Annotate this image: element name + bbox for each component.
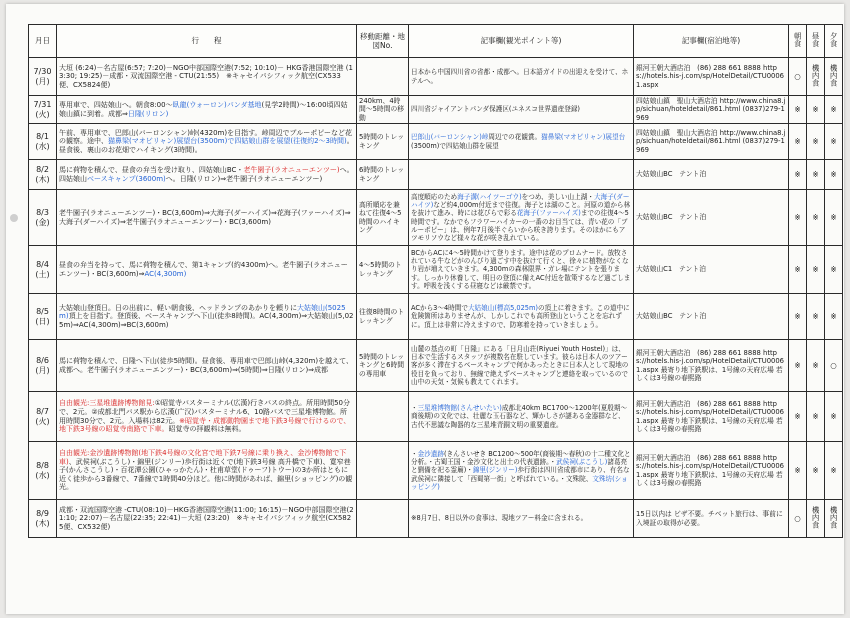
date-weekday: (月) bbox=[35, 365, 50, 375]
meal-mark: ※ bbox=[812, 169, 819, 179]
cell-dinner bbox=[825, 500, 843, 538]
meal-mark: ※ bbox=[830, 104, 837, 114]
text-segment: へ。日隆(リロン)⇒老牛園子(ラオニューエンツー) bbox=[165, 174, 323, 183]
cell-distance bbox=[357, 124, 409, 160]
text-segment: 武侯祠(ぶこうし) bbox=[556, 458, 608, 467]
cell-notes bbox=[409, 294, 634, 340]
date-day: 8/5 bbox=[36, 306, 49, 316]
meal-mark: ※ bbox=[794, 465, 801, 475]
cell-notes bbox=[409, 160, 634, 190]
cell-dinner bbox=[825, 58, 843, 96]
header-lodging: 記事欄(宿泊地等) bbox=[634, 25, 789, 58]
cell-breakfast bbox=[789, 500, 807, 538]
cell-notes bbox=[409, 96, 634, 124]
header-distance: 移動距離・地図No. bbox=[357, 25, 409, 58]
text-segment: (見学2時間)～16:00頃四姑娘山鎮に到着。成都⇒ bbox=[59, 100, 348, 118]
text-segment: 自由観光: bbox=[59, 449, 90, 458]
cell-itinerary bbox=[57, 500, 357, 538]
punch-hole bbox=[10, 214, 18, 222]
date-weekday: (土) bbox=[35, 269, 50, 279]
cell-itinerary bbox=[57, 58, 357, 96]
date-weekday: (木) bbox=[35, 518, 50, 528]
header-lunch: 昼食 bbox=[807, 25, 825, 58]
cell-lodging bbox=[634, 96, 789, 124]
cell-lodging bbox=[634, 442, 789, 500]
cell-lodging bbox=[634, 340, 789, 392]
cell-distance bbox=[357, 340, 409, 392]
cell-breakfast bbox=[789, 58, 807, 96]
text-segment: 。昼食後、裏山のお花畑でハイキング(3時間)。 bbox=[59, 137, 354, 154]
cell-lunch bbox=[807, 160, 825, 190]
cell-date bbox=[29, 294, 57, 340]
cell-dinner bbox=[825, 442, 843, 500]
text-segment: 5時間のトレッキング bbox=[359, 133, 405, 150]
cell-dinner bbox=[825, 294, 843, 340]
text-segment: (きんさいせき BC1200～500年(商後期～春秋)の十二種文化と分析。・古蜀王国・金沙文化と出土の代表遺跡。・ bbox=[411, 450, 631, 467]
cell-itinerary bbox=[57, 392, 357, 442]
text-segment: 6時間のトレッキング bbox=[359, 166, 405, 183]
table-row bbox=[29, 160, 843, 190]
cell-lunch bbox=[807, 500, 825, 538]
cell-dinner bbox=[825, 246, 843, 294]
meal-mark: ※ bbox=[812, 264, 819, 274]
meal-mark: ※ bbox=[830, 411, 837, 421]
cell-distance bbox=[357, 294, 409, 340]
cell-distance bbox=[357, 190, 409, 246]
text-segment: 4～5時間のトレッキング bbox=[359, 261, 402, 278]
date-day: 8/9 bbox=[36, 508, 49, 518]
cell-breakfast bbox=[789, 294, 807, 340]
text-segment: 馬に荷物を積んで、日隆へ下山(徒歩5時間)。昼食後、専用車で巴郎山峠(4,320m)を越えて、成都へ。老牛園子(ラオニューエンツー)・BC(3,600m)⇒(5時間)⇒日隆(リロン)⇒成都 bbox=[59, 356, 353, 374]
itinerary-table bbox=[28, 24, 843, 538]
cell-lodging bbox=[634, 160, 789, 190]
meal-mark: ※ bbox=[794, 169, 801, 179]
text-segment: 銀河王朝大酒店泊 (86) 288 661 8888 https://hotels.his-j.com/sp/HotelDetail/CTU00061.aspx 最寄り地下鉄駅は、1号線の天府広場 若しくは3号線の春熙路 bbox=[636, 399, 784, 433]
meal-mark: ※ bbox=[812, 136, 819, 146]
text-segment: 大姑娘山(標高5,025m) bbox=[467, 304, 538, 313]
text-segment: 臥龍(ウォーロン)パンダ基地 bbox=[172, 100, 262, 109]
cell-distance bbox=[357, 58, 409, 96]
cell-lodging bbox=[634, 190, 789, 246]
table-row bbox=[29, 500, 843, 538]
text-segment: 四川省ジャイアントパンダ保護区(ユネスコ世界遺産登録) bbox=[411, 105, 580, 114]
table-row bbox=[29, 392, 843, 442]
meal-mark: ○ bbox=[794, 513, 801, 523]
date-weekday: (木) bbox=[35, 174, 50, 184]
cell-date bbox=[29, 124, 57, 160]
cell-lunch bbox=[807, 340, 825, 392]
date-day: 8/1 bbox=[36, 131, 49, 141]
text-segment: 日本から中国四川省の省都・成都へ。日本語ガイドの出迎えを受けて、ホテルへ。 bbox=[411, 68, 629, 85]
text-segment: 昭覚寺の拝観料は無料。 bbox=[168, 425, 246, 434]
text-segment: 馬に荷物を積んで、昼食の弁当を受け取り、四姑娘山BC・ bbox=[59, 165, 244, 174]
text-segment: 銀河王朝大酒店泊 (86) 288 661 8888 https://hotels.his-j.com/sp/HotelDetail/CTU00061.aspx bbox=[636, 64, 784, 89]
text-segment: の頂上に着きます。この道中に危険箇所はありませんが、しかしこれでも高所登山ということを忘れずに。頂上は非常に冷えますので、防寒着を持っていきましょう。 bbox=[411, 304, 630, 329]
meal-mark: 機内食 bbox=[811, 64, 821, 87]
date-weekday: (水) bbox=[35, 470, 50, 480]
meal-mark: ※ bbox=[812, 411, 819, 421]
cell-notes bbox=[409, 392, 634, 442]
text-segment: ・ bbox=[411, 450, 418, 459]
text-segment: 大海子(ダーハイツ) bbox=[411, 193, 630, 210]
date-day: 8/4 bbox=[36, 259, 49, 269]
cell-date bbox=[29, 96, 57, 124]
meal-mark: 機内食 bbox=[829, 64, 839, 87]
cell-dinner bbox=[825, 340, 843, 392]
cell-lodging bbox=[634, 294, 789, 340]
meal-mark: ※ bbox=[794, 360, 801, 370]
cell-date bbox=[29, 190, 57, 246]
text-segment: 5時間のトレッキングと6時間の専用車 bbox=[359, 353, 405, 378]
meal-mark: ※ bbox=[812, 212, 819, 222]
cell-notes bbox=[409, 124, 634, 160]
cell-dinner bbox=[825, 392, 843, 442]
text-segment: 金沙遺跡 bbox=[417, 450, 444, 459]
cell-lodging bbox=[634, 124, 789, 160]
cell-date bbox=[29, 500, 57, 538]
cell-date bbox=[29, 442, 57, 500]
meal-mark: ※ bbox=[830, 465, 837, 475]
text-segment: 金沙遺跡博物館(地下鉄4号線の文化宮で地下鉄7号線に乗り換え、金沙博物館で下車) bbox=[59, 449, 347, 466]
meal-mark: ※ bbox=[794, 264, 801, 274]
cell-notes bbox=[409, 442, 634, 500]
text-segment: (3500m)で四姑娘山群を展望 bbox=[411, 141, 499, 150]
table-row bbox=[29, 246, 843, 294]
meal-mark: ※ bbox=[794, 411, 801, 421]
cell-dinner bbox=[825, 160, 843, 190]
cell-distance bbox=[357, 392, 409, 442]
text-segment: 240km、4時間～5時間の移動 bbox=[359, 97, 405, 122]
cell-distance bbox=[357, 500, 409, 538]
text-segment: ①昭覚寺バスターミナル(広漢)行きバスの終点。所用時間50分で、2元。②成都北門バス駅から広漢(广汉)バスターミナル6、10路バスで三星堆博物館。所用時間30分で、2元。入場料は82元。 bbox=[59, 399, 351, 425]
cell-breakfast bbox=[789, 392, 807, 442]
text-segment: ※昭覚寺・成都動物園まで地下鉄3号線で行けるので、地下鉄3号線の昭覚寺南路で下車。 bbox=[59, 416, 351, 434]
table-body bbox=[29, 58, 843, 538]
cell-lodging bbox=[634, 58, 789, 96]
cell-itinerary bbox=[57, 190, 357, 246]
table-row bbox=[29, 124, 843, 160]
cell-lunch bbox=[807, 96, 825, 124]
meal-mark: ○ bbox=[830, 360, 837, 370]
cell-itinerary bbox=[57, 340, 357, 392]
meal-mark: ※ bbox=[812, 465, 819, 475]
text-segment: 諸葛亮と劉備を祀る霊廟)・ bbox=[411, 458, 628, 475]
meal-mark: ※ bbox=[830, 136, 837, 146]
date-weekday: (日) bbox=[35, 316, 50, 326]
text-segment: 成都北40km BC1700～1200年(夏殷期～商後期)の文化では、壮麗な玉石器など、輝かしさが謎ある金器群など、古代不思議な陶器的な三星堆青銅文明の重要遺産。 bbox=[411, 404, 628, 429]
text-segment: 海子溝(ハイツーゴウ) bbox=[457, 193, 522, 202]
text-segment: 自由観光:三星堆遺跡博物館見: bbox=[59, 399, 155, 408]
cell-distance bbox=[357, 96, 409, 124]
text-segment: ・ bbox=[411, 404, 418, 413]
cell-lodging bbox=[634, 392, 789, 442]
text-segment: 高度順応のため bbox=[411, 193, 458, 202]
cell-itinerary bbox=[57, 96, 357, 124]
header-date: 月日 bbox=[29, 25, 57, 58]
meal-mark: ※ bbox=[830, 311, 837, 321]
text-segment: 大姑娘山BC テント泊 bbox=[636, 170, 707, 179]
text-segment: 山麓の基点の町「日隆」にある「日月山荘(Riyuei Youth Hostel)」は、日本で生活するスタッフが複数名在駐しています。彼らは日本人のツアー客が多く滞在するベースキャンプで何かあったときに日本人として現地の役目を負っており、無線で絶えずベースキャンプと連絡を取っているので山中の天気・気候も教えてくれます。 bbox=[411, 345, 629, 386]
table-row bbox=[29, 442, 843, 500]
table-row bbox=[29, 294, 843, 340]
date-weekday: (火) bbox=[35, 109, 50, 119]
text-segment: 周辺での花観賞。 bbox=[488, 133, 542, 142]
text-segment: 三星堆博物館(さんせいたい) bbox=[417, 404, 502, 413]
header-row bbox=[29, 25, 843, 58]
cell-lunch bbox=[807, 124, 825, 160]
cell-lodging bbox=[634, 246, 789, 294]
cell-lunch bbox=[807, 294, 825, 340]
text-segment: をつめ、美しい山上湖・ bbox=[521, 193, 594, 202]
cell-notes bbox=[409, 500, 634, 538]
cell-breakfast bbox=[789, 246, 807, 294]
cell-breakfast bbox=[789, 442, 807, 500]
text-segment: 大垣 (6:24)－名古屋(6:57; 7:20)－NGO中部国際空港(7:52; 10:10)－ HKG香港国際空港 (13:30; 19:25)－成都・双流国際空港 - CTU(21:55) ※キャセイパシフィック航空(CX533便、CX5824便) bbox=[59, 63, 353, 89]
cell-notes bbox=[409, 246, 634, 294]
meal-mark: ※ bbox=[794, 104, 801, 114]
table-row bbox=[29, 58, 843, 96]
text-segment: 銀河王朝大酒店泊 (86) 288 661 8888 https://hotels.his-j.com/sp/HotelDetail/CTU00061.aspx 最寄り地下鉄駅は、1号線の天府広場 若しくは3号線の春熙路 bbox=[636, 348, 784, 382]
meal-mark: 機内食 bbox=[811, 506, 821, 529]
text-segment: 大姑娘山BC テント泊 bbox=[636, 213, 707, 222]
cell-date bbox=[29, 340, 57, 392]
cell-breakfast bbox=[789, 160, 807, 190]
text-segment: 専用車で、四姑娘山へ。朝食8:00～ bbox=[59, 100, 173, 109]
cell-itinerary bbox=[57, 442, 357, 500]
text-segment: 大姑娘山BC テント泊 bbox=[636, 312, 707, 321]
text-segment: 錦里(ジンリー) bbox=[472, 466, 518, 475]
text-segment: 花海子(ファーハイズ) bbox=[516, 209, 581, 218]
date-weekday: (金) bbox=[35, 217, 50, 227]
text-segment: 銀河王朝大酒店泊 (86) 288 661 8888 https://hotels.his-j.com/sp/HotelDetail/CTU00061.aspx 最寄り地下鉄駅は、1号線の天府広場 若しくは3号線の春熙路 bbox=[636, 453, 784, 487]
cell-dinner bbox=[825, 124, 843, 160]
text-segment: 頂上を目指す。登頂後、ベースキャンプへ下山(徒歩8時間)。AC(4,300m)⇒大姑娘山(5,025m)⇒AC(4,300m)⇒BC(3,600m) bbox=[59, 312, 354, 329]
cell-lunch bbox=[807, 58, 825, 96]
text-segment: 、武侯祠(ぶこうし)・錦里(ジンリー)歩行街は近くで(地下鉄3号線 高升橋で下車)、寛窄巷子(かんさこうし)・百花潭公園(ひゃっかたん)・杜甫草堂(ドゥーフ)トウー)の3か所はともに近く徒歩から3番線で、7番線で1時間40分ほど。他に時間があれば、錦里(ショッピング)の観光。 bbox=[59, 457, 353, 492]
header-notes: 記事欄(観光ポイント等) bbox=[409, 25, 634, 58]
cell-breakfast bbox=[789, 96, 807, 124]
cell-itinerary bbox=[57, 294, 357, 340]
header-itinerary: 行 程 bbox=[57, 25, 357, 58]
text-segment: 歩行街は四川省成都市にあり、有名な武侯祠に隣接して「西蜀第一街」と呼ばれている。・文殊院、 bbox=[411, 466, 630, 483]
date-weekday: (月) bbox=[35, 76, 50, 86]
cell-breakfast bbox=[789, 124, 807, 160]
date-weekday: (火) bbox=[35, 416, 50, 426]
text-segment: ベースキャンプ(3600m) bbox=[87, 174, 166, 183]
text-segment: 老牛園子(ラオニューエンツー) bbox=[243, 165, 340, 174]
cell-notes bbox=[409, 190, 634, 246]
text-segment: 15日以内は ビザ不要。チベット旅行は、事前に入境証の取得が必要。 bbox=[636, 510, 783, 527]
date-day: 8/7 bbox=[36, 406, 49, 416]
meal-mark: ※ bbox=[812, 360, 819, 370]
cell-dinner bbox=[825, 96, 843, 124]
meal-mark: ※ bbox=[794, 212, 801, 222]
text-segment: 日隆(リロン) bbox=[127, 109, 169, 118]
cell-breakfast bbox=[789, 340, 807, 392]
cell-lunch bbox=[807, 190, 825, 246]
text-segment: 文殊坊(ショッピング) bbox=[411, 474, 628, 491]
text-segment: 巴郎山(バーロンシャン)峠 bbox=[411, 133, 489, 142]
cell-date bbox=[29, 160, 57, 190]
cell-lunch bbox=[807, 246, 825, 294]
meal-mark: ※ bbox=[830, 169, 837, 179]
text-segment: AC(4,300m) bbox=[144, 269, 187, 278]
table-row bbox=[29, 190, 843, 246]
cell-notes bbox=[409, 58, 634, 96]
cell-itinerary bbox=[57, 160, 357, 190]
cell-itinerary bbox=[57, 124, 357, 160]
cell-itinerary bbox=[57, 246, 357, 294]
cell-distance bbox=[357, 246, 409, 294]
table-row bbox=[29, 340, 843, 392]
table-row bbox=[29, 96, 843, 124]
text-segment: 猫鼻梁(マオビリャン)展望台 bbox=[541, 133, 626, 142]
text-segment: へ。四姑娘山 bbox=[59, 165, 354, 183]
date-day: 7/31 bbox=[33, 99, 52, 109]
text-segment: ※8月7日、8日以外の食事は、現地ツアー料金に含まれる。 bbox=[411, 514, 588, 523]
meal-mark: ※ bbox=[794, 311, 801, 321]
text-segment: 四姑娘山鎮 聖山大酒店泊 http://www.china8.jp/sichuan/hoteldetail/861.html (0837)279-1969 bbox=[636, 129, 786, 154]
meal-mark: ※ bbox=[812, 311, 819, 321]
meal-mark: ※ bbox=[812, 104, 819, 114]
text-segment: BCからACに4～5時間かけて登ります。途中は花のプロムナード。放牧されている牛などがのんびり過ごす中を抜けて行くと、徐々に植物がなくなり岩が増えていきます。4,300mの森林限界・ガレ場にテントを張ります。しっかり休養して、明日の登頂に備えAC付近を散策するなど過ごします。呼吸を浅くする昼寝などは厳禁です。 bbox=[411, 249, 631, 290]
text-segment: 猫鼻梁(マオビリャン)展望台(3500m)で四姑娘山群を展望(往復約2～3時間) bbox=[108, 137, 347, 146]
text-segment: 大姑娘山(5025m) bbox=[59, 303, 346, 321]
text-segment: など約4,000m付近まで往復。海子とは湖のこと。河原の道から林を抜けて進み、時には花びらで彩る bbox=[411, 201, 631, 218]
cell-date bbox=[29, 58, 57, 96]
date-day: 8/3 bbox=[36, 207, 49, 217]
text-segment: 成都・双流国際空港 -CTU(08:10)－HKG香港国際空港(11:00; 16:15)－NGO中部国際空港(21:10; 22:07)－名古屋(22:35; 22:41)－大垣 (23:20) ※キャセイパシフィック航空(CX5825便、CX532便) bbox=[59, 505, 354, 531]
date-day: 8/6 bbox=[36, 355, 49, 365]
meal-mark: 機内食 bbox=[829, 506, 839, 529]
cell-notes bbox=[409, 340, 634, 392]
text-segment: 大姑娘山C1 テント泊 bbox=[636, 265, 706, 274]
text-segment: 昼食の弁当を持って、馬に荷物を積んで、第1キャンプ(約4300m)へ。老牛園子(ラオニューエンツー)・BC(3,600m)⇒ bbox=[59, 260, 348, 278]
cell-date bbox=[29, 246, 57, 294]
meal-mark: ※ bbox=[830, 212, 837, 222]
cell-distance bbox=[357, 442, 409, 500]
date-day: 8/8 bbox=[36, 460, 49, 470]
date-day: 7/30 bbox=[33, 66, 52, 76]
paper-sheet bbox=[6, 4, 844, 614]
cell-lodging bbox=[634, 500, 789, 538]
meal-mark: ※ bbox=[794, 136, 801, 146]
cell-distance bbox=[357, 160, 409, 190]
meal-mark: ※ bbox=[830, 264, 837, 274]
date-day: 8/2 bbox=[36, 164, 49, 174]
text-segment: 往復8時間のトレッキング bbox=[359, 308, 405, 325]
text-segment: までの往復4～5時間です。なかでもフラワーハイカーの一番のお目当ては、青い花の「ブルーポピー」は、例年7月後半ぐらいから咲き誇ります。そのほかにもアツモリソウなど様々な花が咲き乱れている。 bbox=[411, 209, 629, 242]
cell-breakfast bbox=[789, 190, 807, 246]
cell-lunch bbox=[807, 392, 825, 442]
header-breakfast: 朝食 bbox=[789, 25, 807, 58]
cell-dinner bbox=[825, 190, 843, 246]
text-segment: 老牛園子(ラオニューエンツー)・BC(3,600m)⇒大海子(ダーハイズ)⇒花海子(ファーハイズ)⇒大海子(ダーハイズ)⇒老牛園子(ラオニューエンツー)・BC(3,600m) bbox=[59, 208, 351, 226]
text-segment: 午前、専用車で、巴郎山(バーロンシャン)峠(4320m)を目指す。峠周辺でブルーポピーなど花の観察。途中、 bbox=[59, 128, 352, 146]
text-segment: ACから3～4時間で bbox=[411, 304, 468, 313]
cell-date bbox=[29, 392, 57, 442]
cell-lunch bbox=[807, 442, 825, 500]
date-weekday: (水) bbox=[35, 141, 50, 151]
text-segment: 大姑娘山登頂日。日の出前に、軽い朝食後、ヘッドランプのあかりを頼りに bbox=[59, 303, 297, 312]
text-segment: 四姑娘山鎮 聖山大酒店泊 http://www.china8.jp/sichuan/hoteldetail/861.html (0837)279-1969 bbox=[636, 97, 786, 122]
meal-mark: ○ bbox=[794, 71, 801, 81]
header-dinner: 夕食 bbox=[825, 25, 843, 58]
text-segment: 高所順応を兼ねて往復4～5時間のハイキング bbox=[359, 200, 402, 234]
